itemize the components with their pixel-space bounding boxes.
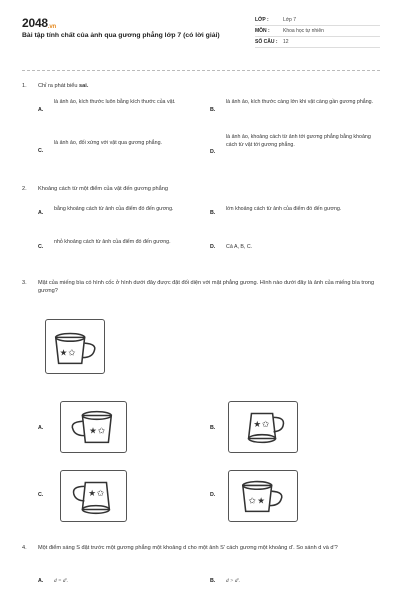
option-letter: D. xyxy=(210,492,216,498)
cup-icon xyxy=(229,402,297,452)
option-a[interactable] xyxy=(38,205,223,216)
cup-card-d[interactable] xyxy=(228,470,298,522)
question-2 xyxy=(22,185,382,193)
option-a[interactable] xyxy=(38,98,223,113)
cup-icon xyxy=(46,320,104,373)
option-d[interactable] xyxy=(210,133,380,155)
option-letter: A. xyxy=(38,578,44,584)
option-text: nhỏ khoảng cách từ ảnh của điểm đó đến gương. xyxy=(54,239,171,245)
option-b[interactable] xyxy=(210,205,380,216)
meta-label: LỚP : xyxy=(255,17,269,23)
option-c[interactable] xyxy=(38,238,223,250)
svg-text:★: ★ xyxy=(89,426,97,437)
question-3 xyxy=(22,279,382,295)
option-letter: A. xyxy=(38,210,44,216)
question-number: 4. xyxy=(22,545,27,551)
option-letter: C. xyxy=(38,244,44,250)
site-logo[interactable] xyxy=(22,16,56,30)
question-stem: Chỉ ra phát biểu sai. xyxy=(38,83,89,89)
logo-text: 2048 xyxy=(22,16,48,30)
option-letter: A. xyxy=(38,107,44,113)
cup-card-a[interactable] xyxy=(60,401,127,453)
svg-text:✩: ✩ xyxy=(96,489,105,499)
svg-text:✩: ✩ xyxy=(248,496,256,507)
option-text: d > d'. xyxy=(226,578,240,584)
question-number: 3. xyxy=(22,280,27,286)
cup-card-b[interactable] xyxy=(228,401,298,453)
option-b[interactable] xyxy=(210,577,330,585)
option-letter: D. xyxy=(210,149,216,155)
cup-card-c[interactable] xyxy=(60,470,127,522)
svg-text:★: ★ xyxy=(253,420,262,430)
meta-label: MÔN : xyxy=(255,28,270,34)
svg-text:★: ★ xyxy=(59,348,68,359)
cup-icon xyxy=(61,402,126,452)
question-1 xyxy=(22,82,382,90)
option-letter: B. xyxy=(210,107,216,113)
meta-panel xyxy=(255,15,380,48)
cup-card-original xyxy=(45,319,105,374)
header-divider xyxy=(22,70,380,71)
option-text: d = d'. xyxy=(54,578,68,584)
svg-text:✩: ✩ xyxy=(97,426,106,437)
svg-text:✩: ✩ xyxy=(68,348,76,359)
svg-text:★: ★ xyxy=(88,489,96,499)
svg-text:★: ★ xyxy=(257,496,265,507)
option-letter: C. xyxy=(38,492,44,498)
option-letter: C. xyxy=(38,148,44,154)
option-letter: B. xyxy=(210,578,216,584)
option-a[interactable] xyxy=(38,577,158,585)
option-c[interactable] xyxy=(38,139,223,154)
option-letter: D. xyxy=(210,244,216,250)
meta-value: Khoa học tự nhiên xyxy=(283,28,324,34)
option-text: là ảnh ảo, khoảng cách từ ảnh tới gương phẳng bằng khoảng cách từ vật tới gương phẳng. xyxy=(226,134,371,148)
cup-icon xyxy=(229,471,297,521)
option-text: Cả A, B, C. xyxy=(226,244,253,250)
meta-row-subject xyxy=(255,26,380,37)
option-d[interactable] xyxy=(210,243,380,251)
option-text: là ảnh ảo, kích thước luôn bằng kích thước của vật. xyxy=(54,99,176,105)
meta-label: SỐ CÂU : xyxy=(255,39,278,45)
page-title: Bài tập tính chất của ảnh qua gương phẳng lớp 7 (có lời giải) xyxy=(22,32,220,39)
svg-text:✩: ✩ xyxy=(262,420,270,430)
meta-row-class xyxy=(255,15,380,26)
option-text: lớn khoảng cách từ ảnh của điểm đó đến gương. xyxy=(226,206,342,212)
cup-icon xyxy=(61,471,126,521)
meta-row-count xyxy=(255,37,380,48)
option-b[interactable] xyxy=(210,98,380,113)
meta-value: Lớp 7 xyxy=(283,17,297,23)
question-stem: Mặt của miếng bìa có hình cốc ở hình dưới đây được đặt đối diện với mặt phẳng gương. Hình nào dưới đây là ảnh của miếng bìa trong gương? xyxy=(38,280,375,294)
option-letter: B. xyxy=(210,425,216,431)
option-text: là ảnh ảo, kích thước càng lớn khi vật càng gần gương phẳng. xyxy=(226,99,374,105)
question-stem: Khoảng cách từ một điểm của vật đến gương phẳng xyxy=(38,186,168,192)
option-text: là ảnh ảo, đối xứng với vật qua gương phẳng. xyxy=(54,140,162,146)
option-text: bằng khoảng cách từ ảnh của điểm đó đến gương. xyxy=(54,206,174,212)
logo-suffix: .vn xyxy=(47,24,56,30)
question-number: 2. xyxy=(22,186,27,192)
question-stem: Một điểm sáng S đặt trước một gương phẳng một khoảng d cho một ảnh S' cách gương một khoảng d'. So sánh d và d'? xyxy=(38,545,338,551)
meta-value: 12 xyxy=(283,39,289,45)
question-number: 1. xyxy=(22,83,27,89)
question-4 xyxy=(22,544,382,552)
option-letter: B. xyxy=(210,210,216,216)
option-letter: A. xyxy=(38,425,44,431)
